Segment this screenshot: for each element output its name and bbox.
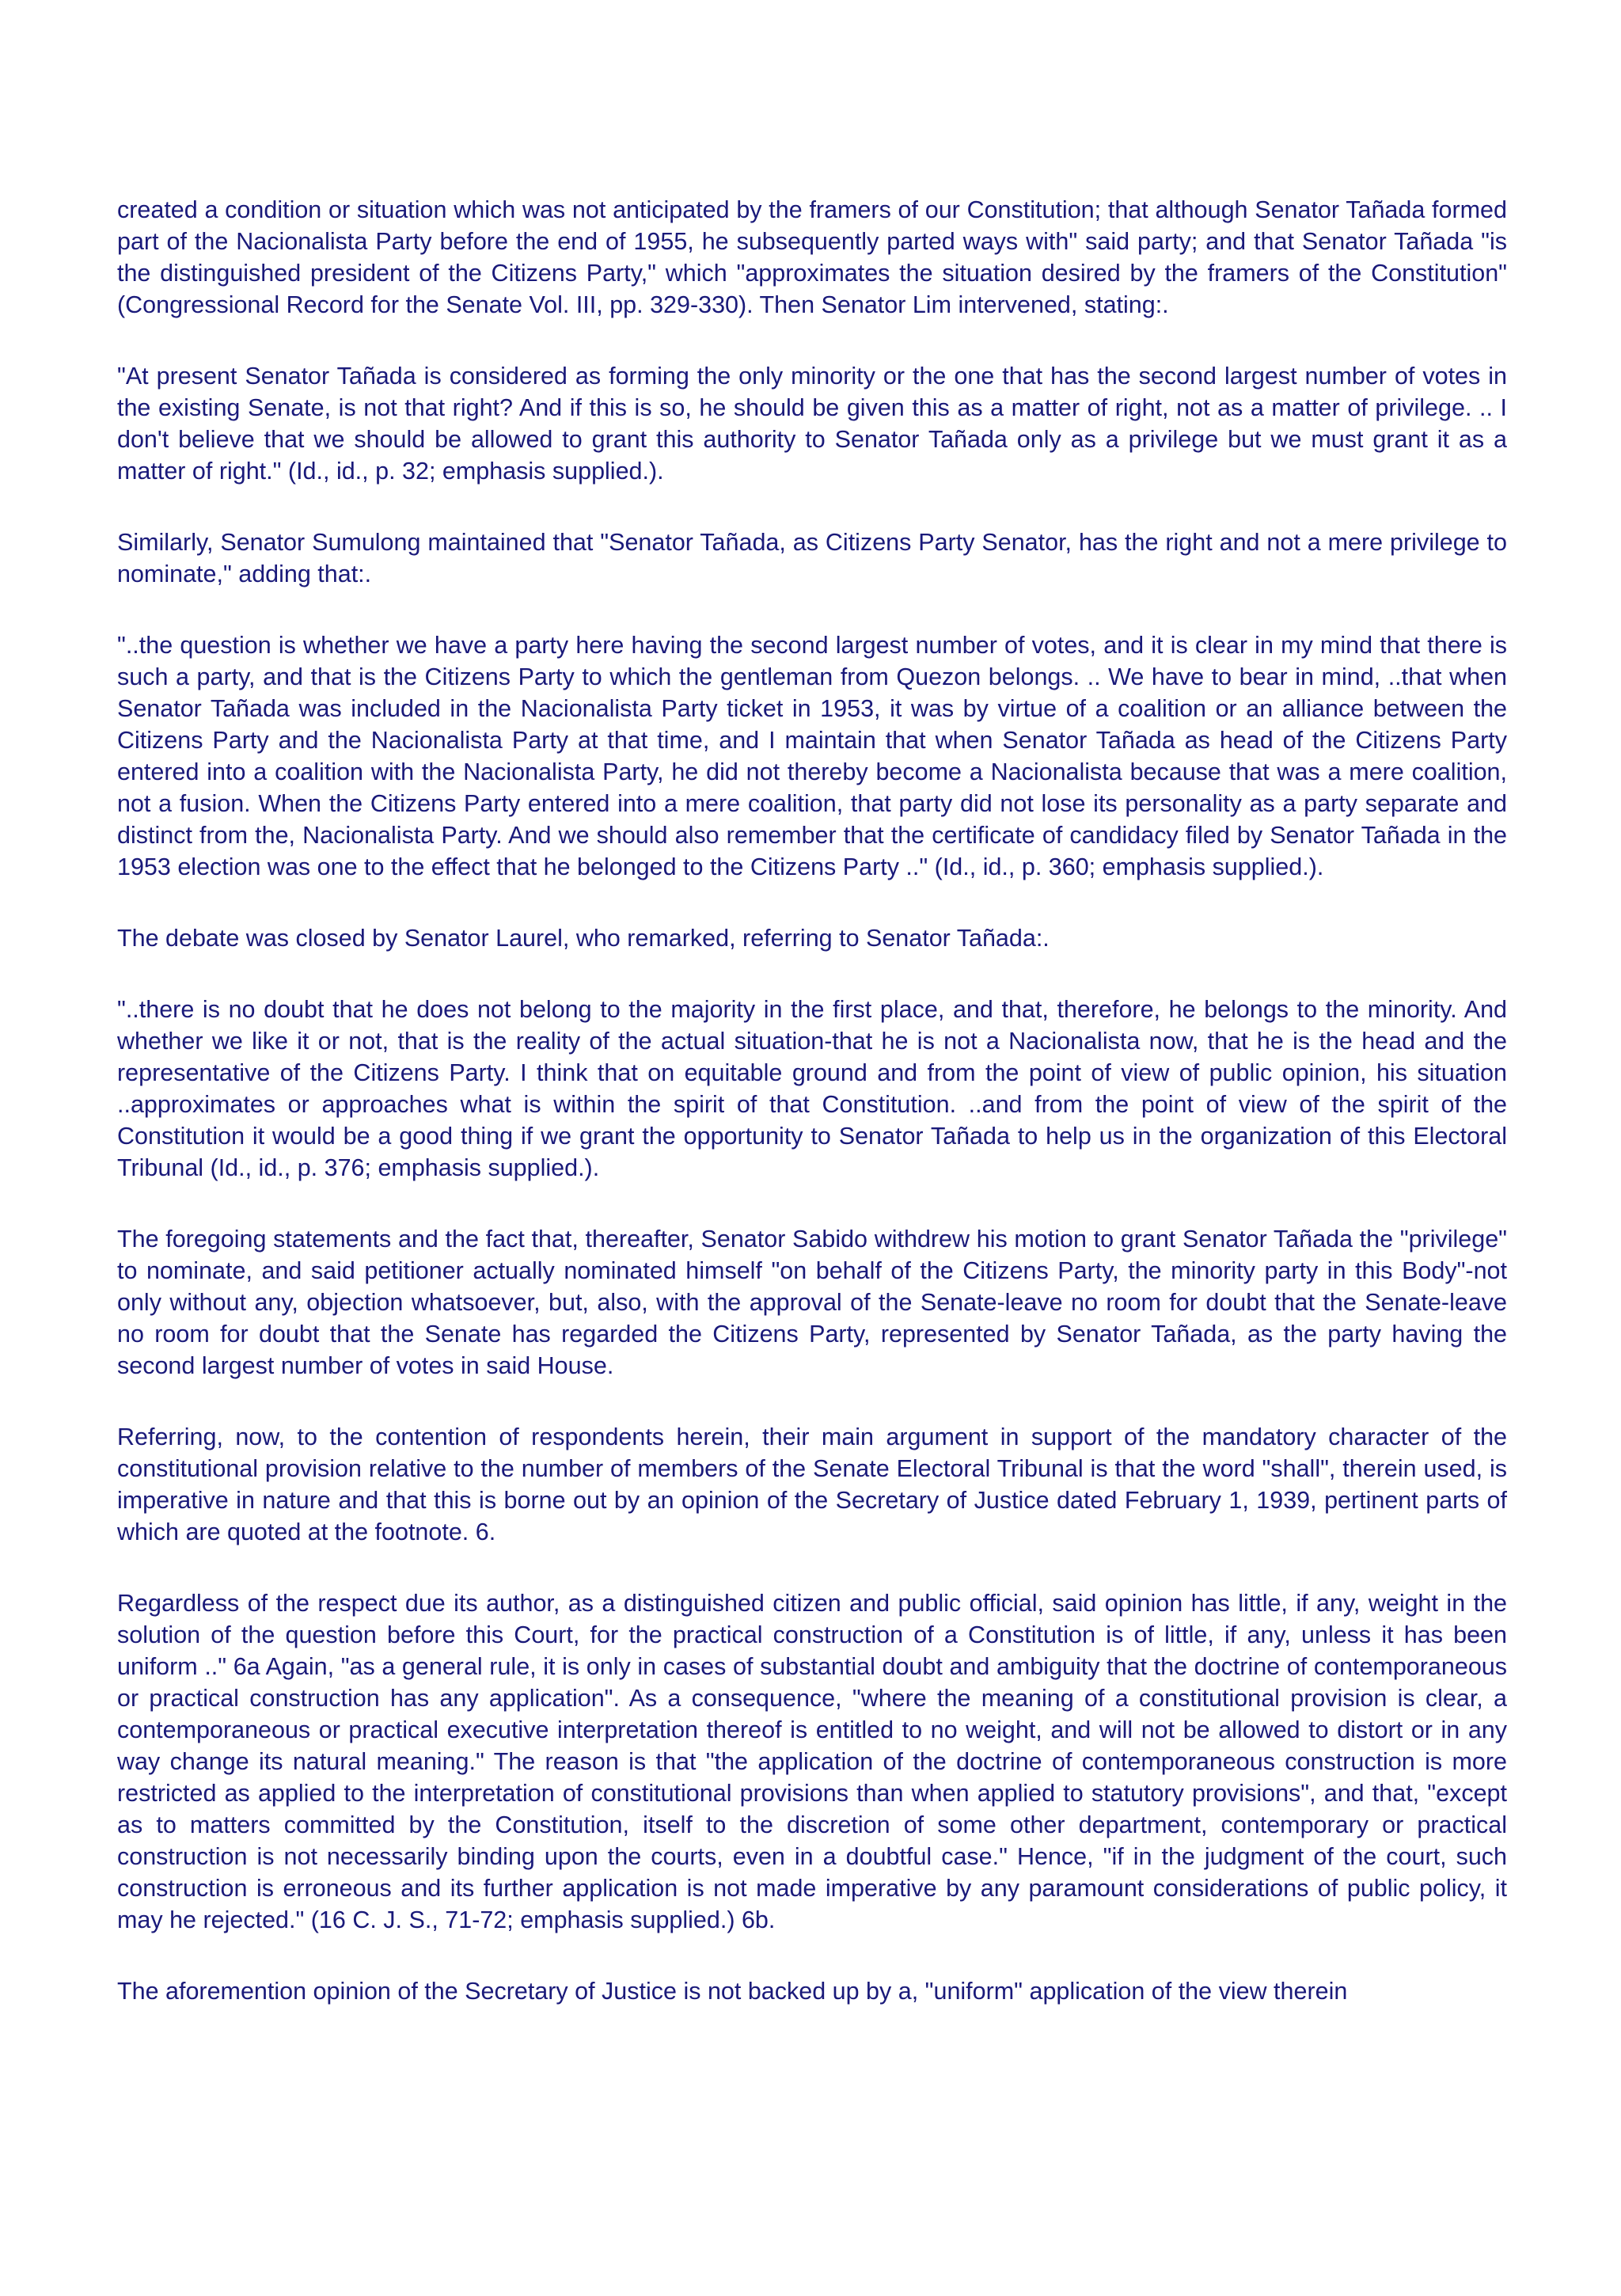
quote-senator-lim: "At present Senator Tañada is considered as forming the only minority or the one that has the second largest number of votes in the existing Senate, is not that right? And if this is so, he should be given this as a matter of right, not as a matter of privilege. .. I don't believe that we should be allowed to grant this authority to Senator Tañada only as a privilege but we must grant it as a matter of right." (Id., id., p. 32; emphasis supplied.). (117, 363, 1507, 485)
paragraph-senator-sumulong: Similarly, Senator Sumulong maintained that "Senator Tañada, as Citizens Party Senator, has the right and not a mere privilege to nominate," adding that:. (117, 529, 1507, 587)
document-page (117, 194, 1507, 2007)
quote-senator-laurel: "..there is no doubt that he does not belong to the majority in the first place, and that, therefore, he belongs to the minority. And whether we like it or not, that is the reality of the actual situation-that he is not a Nacionalista now, that he is the head and the representative of the Citizens Party. I think that on equitable ground and from the point of view of public opinion, his situation ..approximates or approaches what is within the spirit of that Constitution. ..and from the point of view of the spirit of the Constitution it would be a good thing if we grant the opportunity to Senator Tañada to help us in the organization of this Electoral Tribunal (Id., id., p. 376; emphasis supplied.). (117, 996, 1507, 1181)
paragraph-aforemention-opinion: The aforemention opinion of the Secretary of Justice is not backed up by a, "uniform" application of the view therein (117, 1978, 1348, 2005)
paragraph-senator-tanada-situation: created a condition or situation which was not anticipated by the framers of our Constitution; that although Senator Tañada formed part of the Nacionalista Party before the end of 1955, he subsequently parted ways with" said party; and that Senator Tañada "is the distinguished president of the Citizens Party," which "approximates the situation desired by the framers of the Constitution" (Congressional Record for the Senate Vol. III, pp. 329-330). Then Senator Lim intervened, stating:. (117, 196, 1507, 318)
paragraph-opinion-weight: Regardless of the respect due its author, as a distinguished citizen and public official, said opinion has little, if any, weight in the solution of the question before this Court, for the practical construction of a Constitution is of little, if any, unless it has been uniform .." 6a Again, "as a general rule, it is only in cases of substantial doubt and ambiguity that the doctrine of contemporaneous or practical construction has any application". As a consequence, "where the meaning of a constitutional provision is clear, a contemporaneous or practical executive interpretation thereof is entitled to no weight, and will not be allowed to distort or in any way change its natural meaning." The reason is that "the application of the doctrine of contemporaneous construction is more restricted as applied to the interpretation of constitutional provisions than when applied to statutory provisions", and that, "except as to matters committed by the Constitution, itself to the discretion of some other department, contemporary or practical construction is not necessarily binding upon the courts, even in a doubtful case." Hence, "if in the judgment of the court, such construction is erroneous and its further application is not made imperative by any paramount considerations of public policy, it may he rejected." (16 C. J. S., 71-72; emphasis supplied.) 6b. (117, 1590, 1507, 1933)
paragraph-foregoing-statements: The foregoing statements and the fact that, thereafter, Senator Sabido withdrew his motion to grant Senator Tañada the "privilege" to nominate, and said petitioner actually nominated himself "on behalf of the Citizens Party, the minority party in this Body"-not only without any, objection whatsoever, but, also, with the approval of the Senate-leave no room for doubt that the Senate-leave no room for doubt that the Senate has regarded the Citizens Party, represented by Senator Tañada, as the party having the second largest number of votes in said House. (117, 1226, 1507, 1379)
paragraph-respondents-contention: Referring, now, to the contention of respondents herein, their main argument in support of the mandatory character of the constitutional provision relative to the number of members of the Senate Electoral Tribunal is that the word "shall", therein used, is imperative in nature and that this is borne out by an opinion of the Secretary of Justice dated February 1, 1939, pertinent parts of which are quoted at the footnote. 6. (117, 1424, 1507, 1545)
quote-senator-sumulong: "..the question is whether we have a party here having the second largest number of votes, and it is clear in my mind that there is such a party, and that is the Citizens Party to which the gentleman from Quezon belongs. .. We have to bear in mind, ..that when Senator Tañada was included in the Nacionalista Party ticket in 1953, it was by virtue of a coalition or an alliance between the Citizens Party and the Nacionalista Party at that time, and I maintain that when Senator Tañada as head of the Citizens Party entered into a coalition with the Nacionalista Party, he did not thereby become a Nacionalista because that was a mere coalition, not a fusion. When the Citizens Party entered into a mere coalition, that party did not lose its personality as a party separate and distinct from the, Nacionalista Party. And we should also remember that the certificate of candidacy filed by Senator Tañada in the 1953 election was one to the effect that he belonged to the Citizens Party .." (Id., id., p. 360; emphasis supplied.). (117, 632, 1507, 880)
paragraph-senator-laurel: The debate was closed by Senator Laurel, who remarked, referring to Senator Tañada:. (117, 925, 1050, 952)
